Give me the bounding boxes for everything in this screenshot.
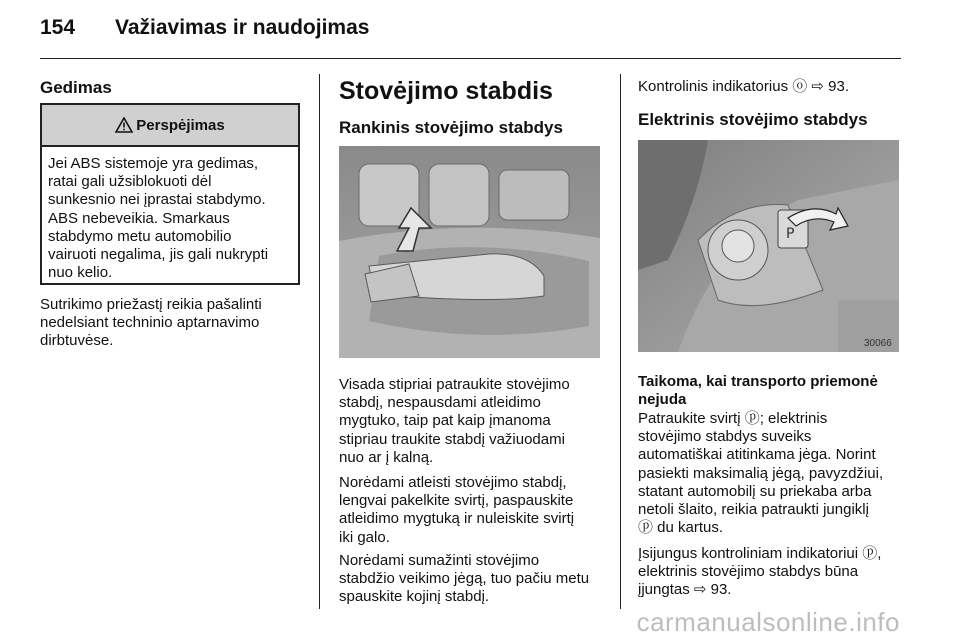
subheading-electric-brake: Elektrinis stovėjimo stabdys bbox=[638, 110, 868, 129]
watermark-text: carmanualsonline.info bbox=[636, 607, 900, 637]
manual-handbrake-illustration bbox=[339, 146, 600, 358]
warning-triangle-icon bbox=[115, 117, 133, 133]
text-line: Norėdami atleisti stovėjimo stabdį, bbox=[339, 474, 567, 491]
page-number: 154 bbox=[40, 16, 76, 39]
text-line: Kontrolinis indikatorius ⓞ ⇨ 93. bbox=[638, 78, 849, 95]
text-line: stabdžio veikimo jėgą, tuo pačiu metu bbox=[339, 570, 590, 588]
paragraph-fault-repair bbox=[40, 296, 262, 351]
text-line: mygtuko, taip pat kaip įmanoma bbox=[339, 412, 551, 430]
text-line: pasiekti maksimalią jėgą, pavyzdžiui, bbox=[638, 464, 884, 482]
subheading-manual-brake: Rankinis stovėjimo stabdys bbox=[339, 118, 563, 137]
page-header-title: Važiavimas ir naudojimas bbox=[115, 16, 370, 39]
column-divider-right bbox=[620, 74, 621, 609]
paragraph-reduce-force bbox=[339, 552, 589, 607]
paragraph-release-brake bbox=[339, 474, 574, 547]
image-code: 30066 bbox=[864, 338, 892, 349]
text-line: lengvai pakelkite svirtį, paspauskite bbox=[339, 492, 574, 510]
text-line: stovėjimo stabdys suveiks bbox=[638, 428, 812, 446]
text-line: atleidimo mygtuką ir nuleiskite svirtį bbox=[339, 510, 575, 528]
text-line: stabdį, nespausdami atleidimo bbox=[339, 394, 541, 412]
electric-brake-illustration bbox=[638, 140, 899, 352]
text-line: stabdymo metu automobilio bbox=[48, 227, 232, 245]
text-line: įjungtas ⇨ 93. bbox=[638, 581, 732, 599]
text-line: Visada stipriai patraukite stovėjimo bbox=[339, 376, 570, 393]
text-line: nedelsiant techninio aptarnavimo bbox=[40, 314, 260, 332]
text-line: nejuda bbox=[638, 391, 687, 409]
text-line: vairuoti negalima, jis gali nukrypti bbox=[48, 246, 269, 264]
text-line: Patraukite svirtį ⓟ; elektrinis bbox=[638, 410, 828, 427]
text-line: Jei ABS sistemoje yra gedimas, bbox=[48, 155, 259, 172]
svg-text:P: P bbox=[786, 226, 795, 242]
paragraph-indicator-on bbox=[638, 545, 881, 600]
text-line: elektrinis stovėjimo stabdys būna bbox=[638, 563, 859, 581]
text-line: sunkesnio nei įprastai stabdymo. bbox=[48, 191, 266, 209]
text-line: netoli šlaito, reikia patraukti jungiklį bbox=[638, 501, 869, 519]
text-line: Norėdami sumažinti stovėjimo bbox=[339, 552, 540, 569]
warning-text bbox=[42, 147, 298, 282]
warning-box bbox=[40, 103, 300, 285]
text-line: nuo kelio. bbox=[48, 264, 113, 282]
indicator-reference bbox=[638, 78, 849, 96]
warning-header bbox=[42, 105, 298, 147]
text-line: stipriau traukite stabdį važiuodami bbox=[339, 430, 565, 448]
warning-title: Perspėjimas bbox=[136, 116, 225, 134]
text-line: ABS nebeveikia. Smarkaus bbox=[48, 209, 230, 227]
paragraph-pull-lever bbox=[638, 410, 883, 537]
text-line: iki galo. bbox=[339, 528, 390, 546]
section-heading-gedimas: Gedimas bbox=[40, 78, 112, 97]
bold-condition bbox=[638, 373, 878, 409]
text-line: nuo ar į kalną. bbox=[339, 448, 434, 466]
text-line: statant automobilį su priekaba arba bbox=[638, 482, 872, 500]
text-line: ratai gali užsiblokuoti dėl bbox=[48, 173, 212, 191]
text-line: automatiškai atitinkama jėga. Norint bbox=[638, 446, 876, 464]
paragraph-apply-brake bbox=[339, 376, 570, 467]
text-line: spauskite kojinį stabdį. bbox=[339, 588, 490, 606]
text-line: Sutrikimo priežastį reikia pašalinti bbox=[40, 296, 262, 313]
text-line: Įsijungus kontroliniam indikatoriui ⓟ, bbox=[638, 545, 882, 562]
section-heading-parking-brake: Stovėjimo stabdis bbox=[339, 77, 553, 105]
column-divider-left bbox=[319, 74, 320, 609]
text-line: Taikoma, kai transporto priemonė bbox=[638, 373, 878, 390]
text-line: ⓟ du kartus. bbox=[638, 519, 724, 537]
text-line: dirbtuvėse. bbox=[40, 332, 114, 350]
header-rule bbox=[40, 58, 901, 59]
